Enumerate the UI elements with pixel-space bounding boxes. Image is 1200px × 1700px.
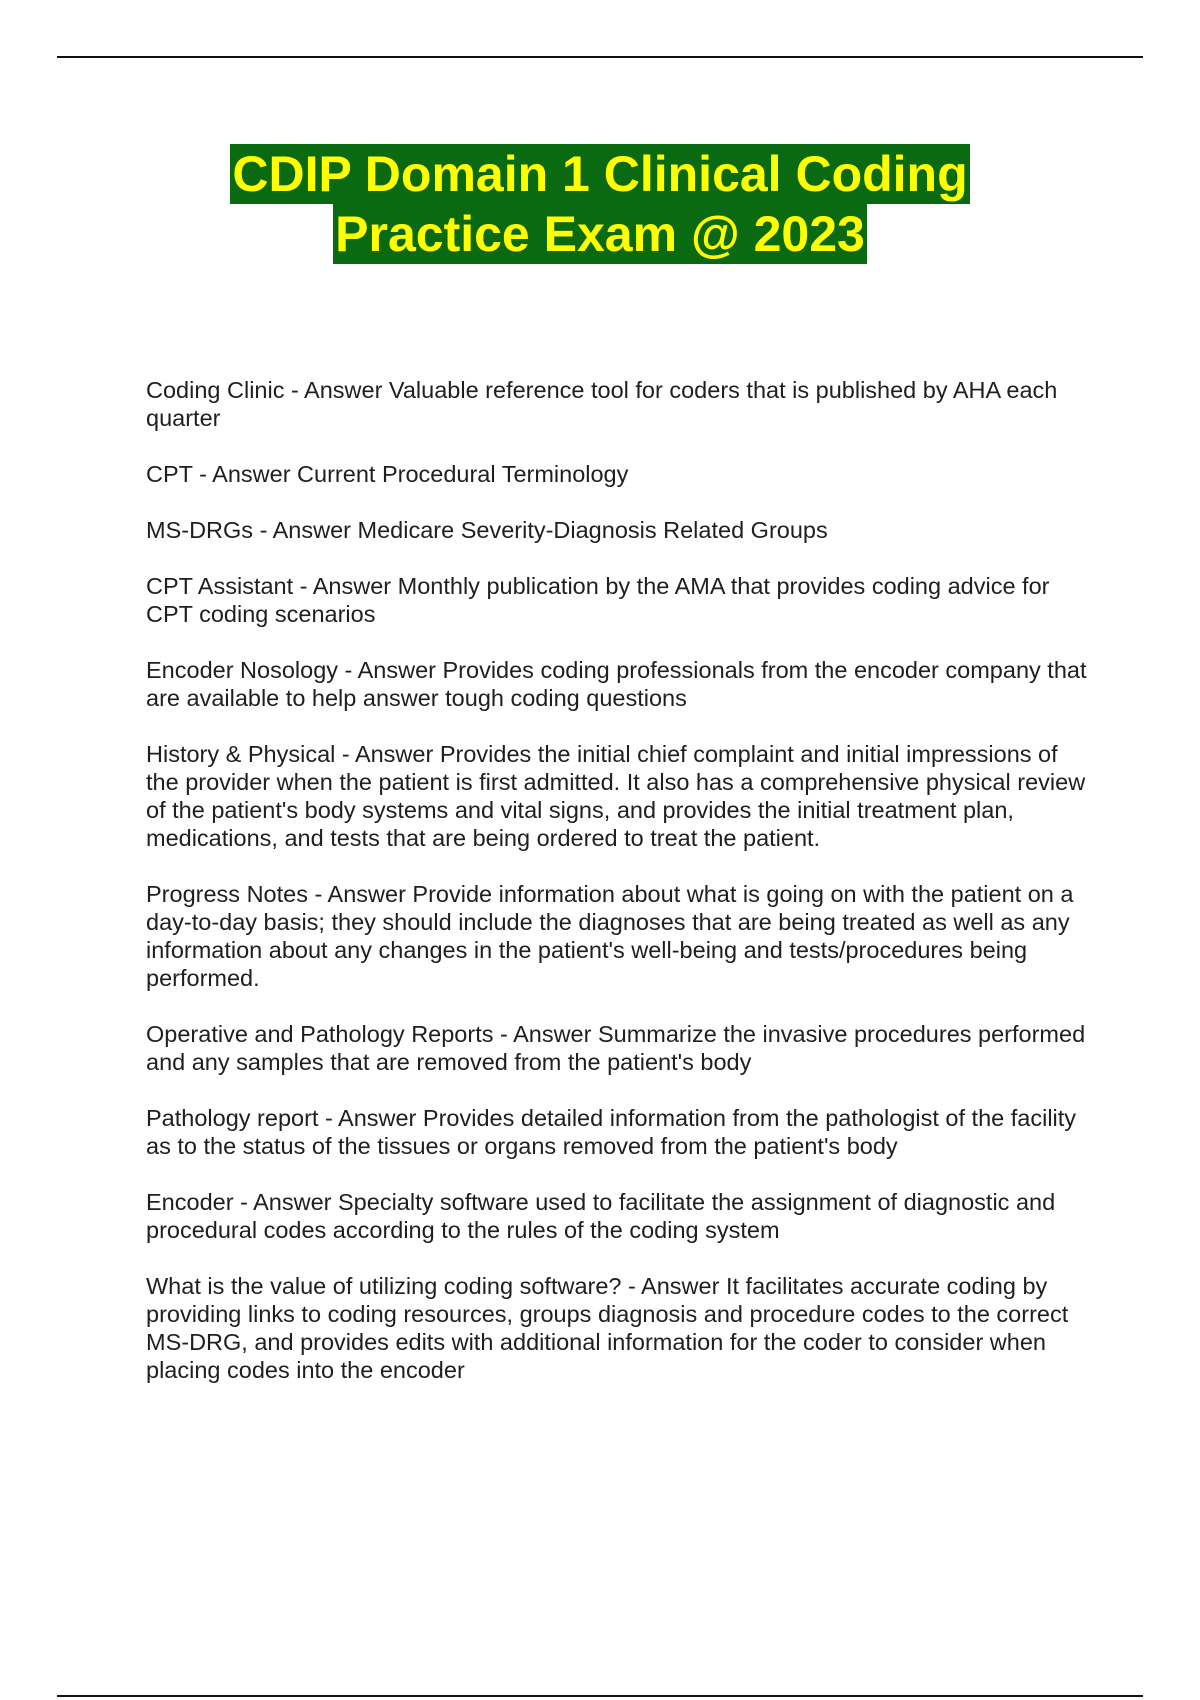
header-rule bbox=[57, 56, 1143, 58]
title-line-2: Practice Exam @ 2023 bbox=[335, 206, 865, 262]
qa-item-operative-pathology-reports: Operative and Pathology Reports - Answer Summarize the invasive procedures performed and any samples that are removed from the patient's body bbox=[146, 1021, 1086, 1075]
qa-item-coding-software-value: What is the value of utilizing coding software? - Answer It facilitates accurate coding by providing links to coding resources, groups diagnosis and procedure codes to the correct MS-DRG, and provides edits with additional information for the coder to consider when placing codes into the encoder bbox=[146, 1273, 1069, 1383]
qa-item-ms-drgs: MS-DRGs - Answer Medicare Severity-Diagnosis Related Groups bbox=[146, 517, 828, 543]
qa-list bbox=[146, 376, 1096, 1412]
footer-rule bbox=[57, 1695, 1143, 1697]
qa-item-encoder-nosology: Encoder Nosology - Answer Provides coding professionals from the encoder company that are available to help answer tough coding questions bbox=[146, 657, 1087, 711]
qa-item-cpt-assistant: CPT Assistant - Answer Monthly publication by the AMA that provides coding advice for CPT coding scenarios bbox=[146, 573, 1050, 627]
qa-item-encoder: Encoder - Answer Specialty software used to facilitate the assignment of diagnostic and procedural codes according to the rules of the coding system bbox=[146, 1189, 1056, 1243]
qa-item-pathology-report: Pathology report - Answer Provides detailed information from the pathologist of the facility as to the status of the tissues or organs removed from the patient's body bbox=[146, 1105, 1077, 1159]
qa-item-coding-clinic: Coding Clinic - Answer Valuable reference tool for coders that is published by AHA each quarter bbox=[146, 377, 1058, 431]
document-title bbox=[0, 144, 1200, 264]
qa-item-cpt: CPT - Answer Current Procedural Terminology bbox=[146, 461, 629, 487]
qa-item-progress-notes: Progress Notes - Answer Provide information about what is going on with the patient on a day-to-day basis; they should include the diagnoses that are being treated as well as any information about any changes in the patient's well-being and tests/procedures being performed. bbox=[146, 881, 1074, 991]
qa-item-history-physical: History & Physical - Answer Provides the initial chief complaint and initial impressions of the provider when the patient is first admitted. It also has a comprehensive physical review of the patient's body systems and vital signs, and provides the initial treatment plan, medications, and tests that are being ordered to treat the patient. bbox=[146, 741, 1086, 851]
title-line-1: CDIP Domain 1 Clinical Coding bbox=[232, 146, 968, 202]
